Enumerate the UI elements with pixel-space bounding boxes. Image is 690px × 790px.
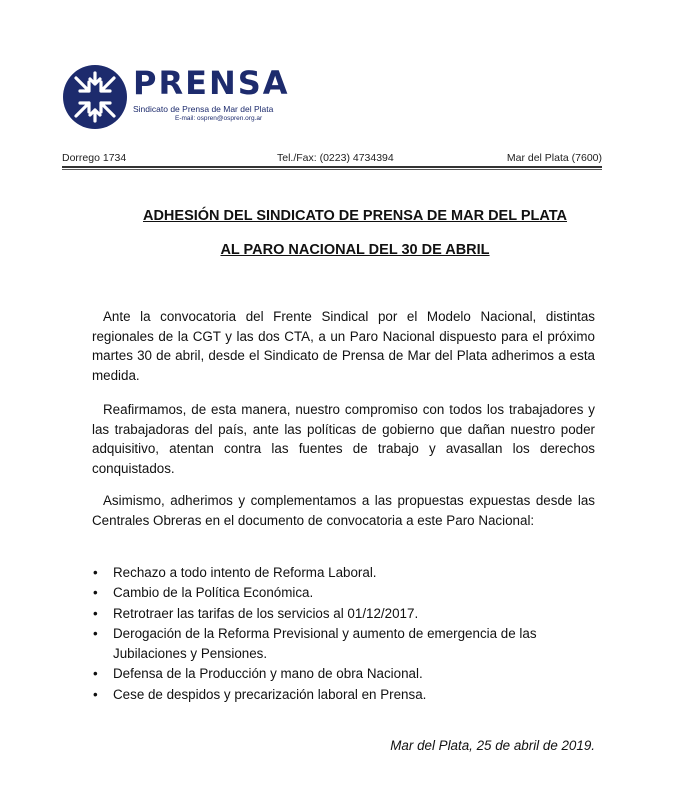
- list-item-text: Cese de despidos y precarización laboral en Prensa.: [113, 686, 427, 702]
- list-item: [92, 583, 595, 603]
- contact-city: Mar del Plata (7600): [506, 152, 602, 164]
- paragraph-3: Asimismo, adherimos y complementamos a las propuestas expuestas desde las Centrales Obreras en el documento de convocatoria a este Paro Nacional:: [92, 493, 595, 528]
- list-item: [92, 664, 595, 684]
- bullet-icon: •: [93, 565, 98, 580]
- header-rule-thin: [62, 169, 602, 170]
- list-item-text: Cambio de la Política Económica.: [113, 585, 314, 601]
- header-rule: [62, 166, 602, 168]
- bullet-icon: •: [93, 585, 98, 601]
- brand-subtitle: Sindicato de Prensa de Mar del Plata: [133, 104, 274, 114]
- paragraph-2: Reafirmamos, de esta manera, nuestro compromiso con todos los trabajadores y las trabajadoras del país, ante las políticas de gobierno que dañan nuestro poder adquisitivo, atentan contra las fuentes de trabajo y avasallan los derechos conquistados.: [92, 402, 595, 476]
- list-item: [92, 685, 595, 705]
- bullet-icon: •: [93, 686, 98, 702]
- document-title-line-2: AL PARO NACIONAL DEL 30 DE ABRIL: [220, 242, 490, 258]
- contact-phone: Tel./Fax: (0223) 4734394: [277, 152, 394, 164]
- list-item: [92, 563, 595, 583]
- bullet-icon: •: [93, 666, 98, 682]
- list-item-text: Derogación de la Reforma Previsional y aumento de emergencia de las Jubilaciones y Pensiones.: [113, 626, 537, 661]
- date-signoff: Mar del Plata, 25 de abril de 2019.: [390, 738, 595, 753]
- list-item: [92, 604, 595, 624]
- demands-list: [92, 563, 595, 705]
- paragraph-1: Ante la convocatoria del Frente Sindical por el Modelo Nacional, distintas regionales de la CGT y las dos CTA, a un Paro Nacional dispuesto para el próximo martes 30 de abril, desde el Sindicato de Prensa de Mar del Plata adherimos a esta medida.: [92, 309, 595, 383]
- bullet-icon: •: [93, 605, 98, 621]
- list-item: [92, 624, 595, 663]
- document-title-line-1: ADHESIÓN DEL SINDICATO DE PRENSA DE MAR DEL PLATA: [142, 208, 568, 224]
- brand-email: E-mail: ospren@ospren.org.ar: [175, 115, 263, 122]
- brand-name: PRENSA: [133, 64, 290, 102]
- list-item-text: Retrotraer las tarifas de los servicios al 01/12/2017.: [113, 605, 419, 621]
- bullet-icon: •: [93, 626, 98, 642]
- list-item-text: Rechazo a todo intento de Reforma Laboral.: [113, 565, 377, 580]
- list-item-text: Defensa de la Producción y mano de obra Nacional.: [113, 666, 423, 682]
- prensa-logo-icon: [62, 64, 128, 130]
- contact-address: Dorrego 1734: [62, 152, 127, 164]
